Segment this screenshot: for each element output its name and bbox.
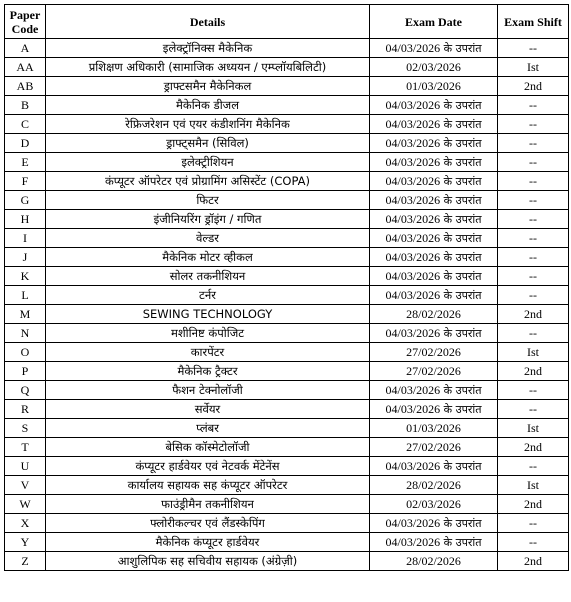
exam-shift-cell: -- [498, 39, 569, 58]
details-cell: प्रशिक्षण अधिकारी (सामाजिक अध्ययन / एम्प्लॉयबिलिटी) [46, 58, 370, 77]
paper-code-cell: D [5, 134, 46, 153]
table-row [5, 457, 569, 476]
exam-date-value: 04/03/2026 [385, 192, 441, 207]
exam-shift-cell: -- [498, 191, 569, 210]
details-cell: मैकेनिक ट्रैक्टर [46, 362, 370, 381]
paper-code-cell: F [5, 172, 46, 191]
exam-date-cell [370, 134, 498, 153]
exam-date-value: 04/03/2026 [385, 173, 441, 188]
exam-date-cell [370, 229, 498, 248]
exam-date-cell [370, 533, 498, 552]
details-cell: कारपेंटर [46, 343, 370, 362]
paper-code-cell: G [5, 191, 46, 210]
paper-code-cell: X [5, 514, 46, 533]
paper-code-cell: P [5, 362, 46, 381]
exam-date-cell [370, 77, 498, 96]
table-row [5, 438, 569, 457]
details-cell: आशुलिपिक सह सचिवीय सहायक (अंग्रेज़ी) [46, 552, 370, 571]
exam-shift-cell: -- [498, 134, 569, 153]
table-row [5, 362, 569, 381]
table-row [5, 58, 569, 77]
exam-date-cell [370, 58, 498, 77]
table-row [5, 77, 569, 96]
exam-date-value: 04/03/2026 [385, 135, 441, 150]
paper-code-cell: K [5, 267, 46, 286]
exam-date-value: 04/03/2026 [385, 40, 441, 55]
exam-date-value: 02/03/2026 [406, 496, 461, 511]
exam-shift-cell: -- [498, 400, 569, 419]
paper-code-cell: C [5, 115, 46, 134]
exam-date-suffix: के उपरांत [440, 117, 482, 131]
exam-date-value: 04/03/2026 [385, 401, 441, 416]
table-header [5, 5, 569, 39]
exam-date-cell [370, 96, 498, 115]
table-row [5, 286, 569, 305]
exam-shift-cell: -- [498, 248, 569, 267]
paper-code-cell: A [5, 39, 46, 58]
exam-date-value: 04/03/2026 [385, 154, 441, 169]
exam-date-suffix: के उपरांत [440, 174, 482, 188]
exam-date-value: 04/03/2026 [385, 287, 441, 302]
paper-code-cell: L [5, 286, 46, 305]
exam-date-cell [370, 305, 498, 324]
exam-date-cell [370, 419, 498, 438]
exam-date-suffix: के उपरांत [440, 250, 482, 264]
exam-date-suffix: के उपरांत [440, 212, 482, 226]
table-row [5, 229, 569, 248]
exam-date-cell [370, 286, 498, 305]
exam-shift-cell: -- [498, 457, 569, 476]
exam-shift-cell: Ist [498, 419, 569, 438]
table-row [5, 305, 569, 324]
exam-date-suffix: के उपरांत [440, 155, 482, 169]
exam-shift-cell: 2nd [498, 552, 569, 571]
details-cell: कार्यालय सहायक सह कंप्यूटर ऑपरेटर [46, 476, 370, 495]
header-paper-code-line1: Paper [9, 7, 41, 22]
details-cell: मैकेनिक मोटर व्हीकल [46, 248, 370, 267]
details-cell: फैशन टेक्नोलॉजी [46, 381, 370, 400]
exam-date-cell [370, 400, 498, 419]
table-body [5, 39, 569, 571]
exam-date-value: 01/03/2026 [406, 78, 461, 93]
exam-date-cell [370, 153, 498, 172]
details-cell: मैकेनिक डीजल [46, 96, 370, 115]
exam-shift-cell: Ist [498, 58, 569, 77]
details-cell: कंप्यूटर हार्डवेयर एवं नेटवर्क मेंटेनेंस [46, 457, 370, 476]
details-cell: फ्लोरीकल्चर एवं लैंडस्केपिंग [46, 514, 370, 533]
details-cell: बेसिक कॉस्मेटोलॉजी [46, 438, 370, 457]
details-cell: इलेक्ट्रीशियन [46, 153, 370, 172]
exam-date-cell [370, 210, 498, 229]
exam-shift-cell: -- [498, 533, 569, 552]
details-cell: वेल्डर [46, 229, 370, 248]
exam-date-value: 27/02/2026 [406, 439, 461, 454]
details-cell: प्लंबर [46, 419, 370, 438]
exam-shift-cell: -- [498, 514, 569, 533]
paper-code-cell: N [5, 324, 46, 343]
exam-date-cell [370, 248, 498, 267]
exam-date-value: 04/03/2026 [385, 458, 441, 473]
table-row [5, 533, 569, 552]
exam-date-suffix: के उपरांत [440, 516, 482, 530]
exam-date-cell [370, 343, 498, 362]
table-row [5, 96, 569, 115]
exam-date-cell [370, 267, 498, 286]
table-row [5, 172, 569, 191]
exam-date-value: 04/03/2026 [385, 230, 441, 245]
table-row [5, 210, 569, 229]
paper-code-cell: E [5, 153, 46, 172]
details-cell: कंप्यूटर ऑपरेटर एवं प्रोग्रामिंग असिस्टेंट (COPA) [46, 172, 370, 191]
exam-shift-cell: 2nd [498, 438, 569, 457]
exam-date-cell [370, 39, 498, 58]
exam-shift-cell: Ist [498, 343, 569, 362]
exam-date-suffix: के उपरांत [440, 402, 482, 416]
details-cell: फाउंड्रीमैन तकनीशियन [46, 495, 370, 514]
exam-shift-cell: Ist [498, 476, 569, 495]
exam-shift-cell: 2nd [498, 362, 569, 381]
exam-shift-cell: 2nd [498, 495, 569, 514]
exam-date-value: 27/02/2026 [406, 344, 461, 359]
exam-date-value: 04/03/2026 [385, 211, 441, 226]
paper-code-cell: T [5, 438, 46, 457]
paper-code-cell: S [5, 419, 46, 438]
paper-code-cell: R [5, 400, 46, 419]
exam-shift-cell: -- [498, 324, 569, 343]
exam-date-suffix: के उपरांत [440, 136, 482, 150]
header-details: Details [46, 5, 370, 39]
exam-date-cell [370, 438, 498, 457]
details-cell: इलेक्ट्रॉनिक्स मैकेनिक [46, 39, 370, 58]
paper-code-cell: O [5, 343, 46, 362]
exam-date-value: 28/02/2026 [406, 306, 461, 321]
exam-date-value: 28/02/2026 [406, 553, 461, 568]
paper-code-cell: Q [5, 381, 46, 400]
exam-date-suffix: के उपरांत [440, 41, 482, 55]
header-paper-code [5, 5, 46, 39]
table-row [5, 191, 569, 210]
paper-code-cell: Z [5, 552, 46, 571]
exam-shift-cell: -- [498, 210, 569, 229]
exam-date-cell [370, 115, 498, 134]
exam-shift-cell: -- [498, 96, 569, 115]
details-cell: ड्राफ्टसमैन मैकेनिकल [46, 77, 370, 96]
table-row [5, 39, 569, 58]
exam-date-cell [370, 324, 498, 343]
table-row [5, 248, 569, 267]
exam-date-cell [370, 362, 498, 381]
details-cell: ड्राफ्ट्समैन (सिविल) [46, 134, 370, 153]
table-row [5, 267, 569, 286]
header-exam-date: Exam Date [370, 5, 498, 39]
table-row [5, 476, 569, 495]
paper-code-cell: V [5, 476, 46, 495]
exam-date-value: 04/03/2026 [385, 382, 441, 397]
exam-date-suffix: के उपरांत [440, 383, 482, 397]
details-cell: फिटर [46, 191, 370, 210]
details-cell: SEWING TECHNOLOGY [46, 305, 370, 324]
details-cell: सर्वेयर [46, 400, 370, 419]
exam-shift-cell: -- [498, 229, 569, 248]
table-row [5, 495, 569, 514]
exam-date-cell [370, 476, 498, 495]
exam-date-cell [370, 191, 498, 210]
exam-date-suffix: के उपरांत [440, 231, 482, 245]
exam-date-cell [370, 552, 498, 571]
paper-code-cell: H [5, 210, 46, 229]
exam-date-value: 04/03/2026 [385, 534, 441, 549]
exam-date-suffix: के उपरांत [440, 269, 482, 283]
paper-code-cell: J [5, 248, 46, 267]
paper-code-cell: U [5, 457, 46, 476]
exam-date-value: 01/03/2026 [406, 420, 461, 435]
exam-date-suffix: के उपरांत [440, 98, 482, 112]
exam-shift-cell: -- [498, 267, 569, 286]
table-row [5, 134, 569, 153]
exam-date-cell [370, 381, 498, 400]
exam-date-suffix: के उपरांत [440, 288, 482, 302]
exam-shift-cell: -- [498, 153, 569, 172]
exam-shift-cell: -- [498, 172, 569, 191]
exam-date-value: 04/03/2026 [385, 515, 441, 530]
exam-date-value: 28/02/2026 [406, 477, 461, 492]
paper-code-cell: AA [5, 58, 46, 77]
exam-date-cell [370, 514, 498, 533]
exam-shift-cell: -- [498, 381, 569, 400]
details-cell: मैकेनिक कंप्यूटर हार्डवेयर [46, 533, 370, 552]
exam-date-value: 04/03/2026 [385, 116, 441, 131]
exam-date-value: 04/03/2026 [385, 97, 441, 112]
exam-date-value: 04/03/2026 [385, 268, 441, 283]
exam-date-suffix: के उपरांत [440, 535, 482, 549]
header-exam-shift: Exam Shift [498, 5, 569, 39]
exam-date-suffix: के उपरांत [440, 193, 482, 207]
exam-date-suffix: के उपरांत [440, 326, 482, 340]
exam-date-value: 27/02/2026 [406, 363, 461, 378]
details-cell: रेफ्रिजरेशन एवं एयर कंडीशनिंग मैकेनिक [46, 115, 370, 134]
paper-code-cell: B [5, 96, 46, 115]
exam-date-cell [370, 172, 498, 191]
exam-date-value: 02/03/2026 [406, 59, 461, 74]
details-cell: इंजीनियरिंग ड्रॉइंग / गणित [46, 210, 370, 229]
details-cell: मशीनिष्ट कंपोजिट [46, 324, 370, 343]
table-row [5, 324, 569, 343]
table-row [5, 115, 569, 134]
details-cell: टर्नर [46, 286, 370, 305]
exam-shift-cell: 2nd [498, 305, 569, 324]
table-row [5, 343, 569, 362]
exam-schedule-table [4, 4, 569, 571]
table-row [5, 381, 569, 400]
exam-date-cell [370, 495, 498, 514]
paper-code-cell: Y [5, 533, 46, 552]
table-row [5, 400, 569, 419]
table-row [5, 552, 569, 571]
table-row [5, 514, 569, 533]
paper-code-cell: W [5, 495, 46, 514]
header-paper-code-line2: Code [11, 21, 39, 36]
table-row [5, 153, 569, 172]
paper-code-cell: M [5, 305, 46, 324]
header-row [5, 5, 569, 39]
details-cell: सोलर तकनीशियन [46, 267, 370, 286]
exam-date-cell [370, 457, 498, 476]
paper-code-cell: I [5, 229, 46, 248]
exam-date-value: 04/03/2026 [385, 325, 441, 340]
paper-code-cell: AB [5, 77, 46, 96]
exam-shift-cell: -- [498, 115, 569, 134]
exam-date-value: 04/03/2026 [385, 249, 441, 264]
exam-shift-cell: 2nd [498, 77, 569, 96]
exam-date-suffix: के उपरांत [440, 459, 482, 473]
table-row [5, 419, 569, 438]
exam-shift-cell: -- [498, 286, 569, 305]
